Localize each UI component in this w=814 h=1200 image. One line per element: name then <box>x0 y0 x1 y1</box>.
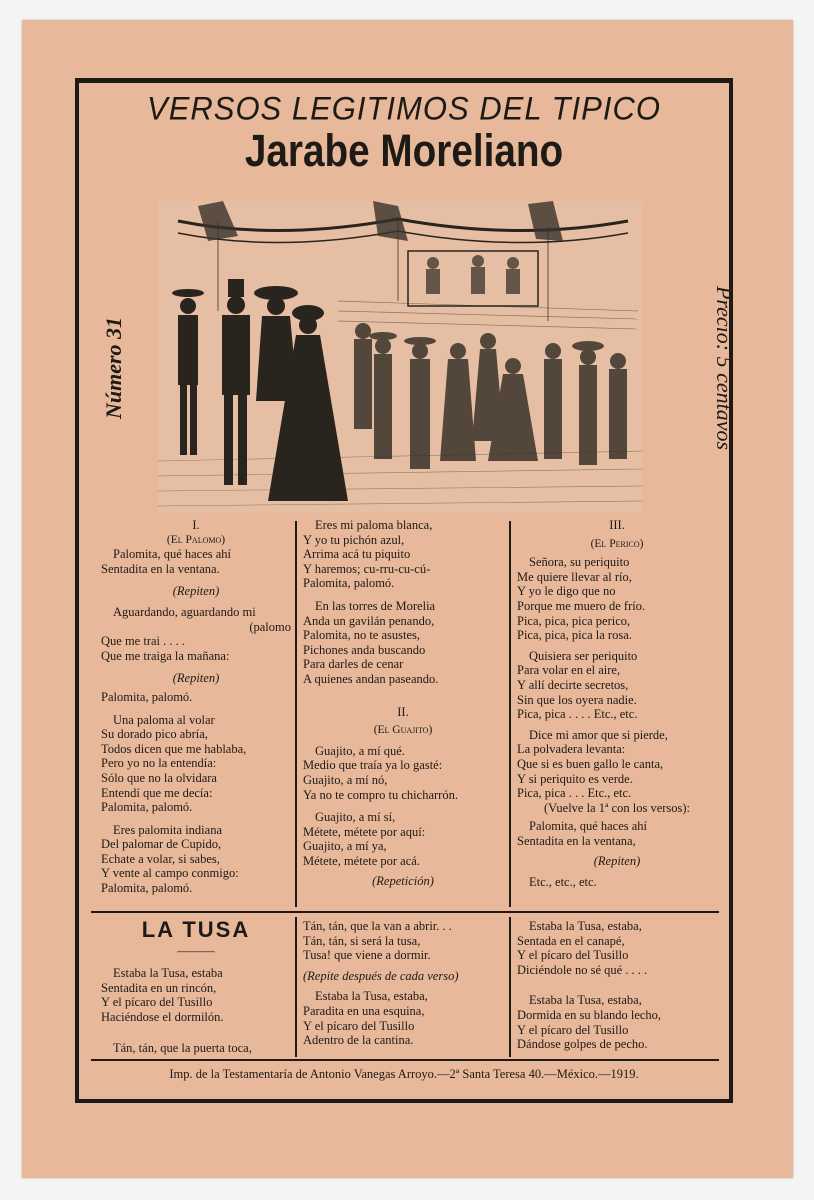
verse-line: Pica, pica . . . Etc., etc. <box>517 786 632 801</box>
verse-line: Tusa! que viene a dormir. <box>303 948 431 963</box>
verse-line: Palomita, qué haces ahí <box>529 819 648 834</box>
verse-line: Su dorado pico abría, <box>101 727 208 742</box>
verse-line: Estaba la Tusa, estaba, <box>529 993 642 1008</box>
verse-line: Sentadita en un rincón, <box>101 980 217 995</box>
verse-line: Y el pícaro del Tusillo <box>517 948 629 963</box>
verse-line: Pero yo no la entendía: <box>101 756 217 771</box>
verse-line: Ya no te compro tu chicharrón. <box>303 787 458 802</box>
printer-imprint: Imp. de la Testamentaría de Antonio Vanegas Arroyo.—2ª Santa Teresa 40.—México.—1919. <box>169 1067 639 1081</box>
verse-line: Sentadita en la ventana, <box>517 833 636 848</box>
verse-line: Y yo le digo que no <box>517 584 616 599</box>
tusa-title: LA TUSA <box>141 917 251 942</box>
page-title: Jarabe Moreliano <box>244 125 564 176</box>
footer-rule <box>91 1059 719 1061</box>
section-number: III. <box>609 518 625 532</box>
verse-line: Y yo tu pichón azul, <box>303 532 405 547</box>
verse-line: Eres mi paloma blanca, <box>315 518 433 532</box>
verse-line: Etc., etc., etc. <box>529 875 597 890</box>
verse-line: Tán, tán, si será la tusa, <box>303 933 421 948</box>
verse-line: Dándose golpes de pecho. <box>517 1037 648 1052</box>
verse-line: Eres palomita indiana <box>113 822 222 837</box>
verse-line: A quienes andan paseando. <box>303 671 439 686</box>
verse-line: Que me trai . . . . <box>101 634 186 649</box>
verse-line: Tán, tán, que la puerta toca, <box>113 1040 252 1055</box>
verse-line: Y allí decirte secretos, <box>517 677 629 692</box>
broadside-sheet <box>22 20 793 1178</box>
verse-line: Palomita, qué haces ahí <box>113 547 232 562</box>
verse-line: Para darles de cenar <box>303 657 404 672</box>
verse-line: Señora, su periquito <box>529 555 630 570</box>
verse-line: Sólo que no la olvidara <box>101 770 217 785</box>
refrain-note: (Repetición) <box>372 874 434 889</box>
issue-number: Número 31 <box>101 316 126 420</box>
divider-dash: ——— <box>177 943 215 958</box>
refrain-note: (Repiten) <box>593 854 641 869</box>
verse-line: En las torres de Morelia <box>315 598 436 613</box>
verse-line: La polvadera levanta: <box>517 742 626 757</box>
verse-line: Pica, pica, pica la rosa. <box>517 628 632 643</box>
verse-line: Todos dicen que me hablaba, <box>101 741 247 756</box>
verse-line: Palomita, palomó. <box>303 576 395 591</box>
verse-line: Y haremos; cu-rru-cu-cú- <box>303 561 431 576</box>
verse-line: Adentro de la cantina. <box>303 1033 414 1048</box>
section-subtitle: (El Palomo) <box>166 533 226 546</box>
verse-line: Porque me muero de frío. <box>517 598 646 613</box>
refrain-note: (Repite después de cada verso) <box>303 968 459 983</box>
verse-line: Pichones anda buscando <box>303 642 426 657</box>
tusa-column-1 <box>101 919 291 1055</box>
verse-line: Echate a volar, si sabes, <box>101 851 220 866</box>
verse-line: Estaba la Tusa, estaba, <box>529 919 642 933</box>
verse-line: Dormida en su blando lecho, <box>517 1007 662 1022</box>
page-frame <box>75 78 737 1103</box>
verse-line: Guajito, a mí nó, <box>303 772 388 787</box>
verse-line: Tán, tán, que la van a abrir. . . <box>303 919 452 933</box>
verse-line: Sentada en el canapé, <box>517 933 625 948</box>
verse-line: Guajito, a mí ya, <box>303 839 387 854</box>
section-subtitle: (El Guajito) <box>373 724 433 737</box>
verse-line: Sentadita en la ventana. <box>101 561 220 576</box>
verse-line: Una paloma al volar <box>113 712 215 727</box>
verse-line: Palomita, palomó. <box>101 881 193 896</box>
verse-line: Paradita en una esquina, <box>303 1003 425 1018</box>
verse-line: Palomita, palomó. <box>101 800 193 815</box>
verse-line: Aguardando, aguardando mi <box>113 604 256 619</box>
verse-line: Que si es buen gallo le canta, <box>517 756 664 771</box>
verse-line: Guajito, a mí sí, <box>315 810 396 825</box>
verse-line: Haciéndose el dormilón. <box>101 1009 224 1024</box>
engraving-dance-scene-icon <box>158 201 643 513</box>
verse-line: Para volar en el aire, <box>517 663 621 678</box>
verse-line: Palomita, palomó. <box>101 689 193 704</box>
verse-line: Métete, métete por aquí: <box>303 824 426 839</box>
verse-line: Métete, métete por acá. <box>303 853 420 868</box>
verse-line: Pica, pica . . . . Etc., etc. <box>517 707 638 722</box>
column-divider <box>295 917 297 1057</box>
verse-line: Quisiera ser periquito <box>529 648 638 663</box>
refrain-note: (Repiten) <box>172 671 220 686</box>
series-heading: VERSOS LEGITIMOS DEL TIPICO <box>147 90 661 127</box>
section-subtitle: (El Perico) <box>590 537 644 550</box>
verse-line: Y el pícaro del Tusillo <box>303 1018 415 1033</box>
verse-line: Y vente al campo conmigo: <box>101 866 239 881</box>
verse-line: Dice mi amor que si pierde, <box>529 727 668 742</box>
verse-line: Diciéndole no sé qué . . . . <box>517 962 648 977</box>
column-divider <box>295 521 297 907</box>
verse-column-3 <box>517 518 717 890</box>
refrain-note: (Repiten) <box>172 584 220 599</box>
section-number: I. <box>192 518 200 532</box>
verse-line: Que me traiga la mañana: <box>101 648 230 663</box>
verse-line: Anda un gavilán penando, <box>303 613 435 628</box>
verse-line: Estaba la Tusa, estaba <box>113 966 223 981</box>
verse-column-2 <box>303 518 503 889</box>
verse-column-1 <box>101 518 291 896</box>
verse-line: Estaba la Tusa, estaba, <box>315 989 428 1004</box>
section-rule <box>91 911 719 913</box>
verse-line: (Vuelve la 1ª con los versos): <box>543 800 691 815</box>
verse-line: Entendí que me decía: <box>101 785 213 800</box>
price-label: Precio: 5 centavos <box>712 285 737 451</box>
verse-line: Palomita, no te asustes, <box>303 628 420 643</box>
verse-line: Del palomar de Cupido, <box>101 837 222 852</box>
verse-line: (palomo <box>249 619 291 634</box>
verse-line: Me quiere llevar al río, <box>517 569 632 584</box>
section-number: II. <box>397 704 409 719</box>
verse-line: Medio que traía ya lo gasté: <box>303 758 443 773</box>
verse-line: Y el pícaro del Tusillo <box>517 1022 629 1037</box>
verse-line: Y el pícaro del Tusillo <box>101 995 213 1010</box>
verse-line: Sin que los oyera nadie. <box>517 692 637 707</box>
verse-line: Y si periquito es verde. <box>517 771 633 786</box>
tusa-column-2 <box>303 919 503 1048</box>
column-divider <box>509 521 511 907</box>
verse-line: Guajito, a mí qué. <box>315 743 405 758</box>
column-divider <box>509 917 511 1057</box>
tusa-column-3 <box>517 919 717 1052</box>
verse-line: Arrima acá tu piquito <box>303 547 411 562</box>
verse-line: Pica, pica, pica perico, <box>517 613 631 628</box>
